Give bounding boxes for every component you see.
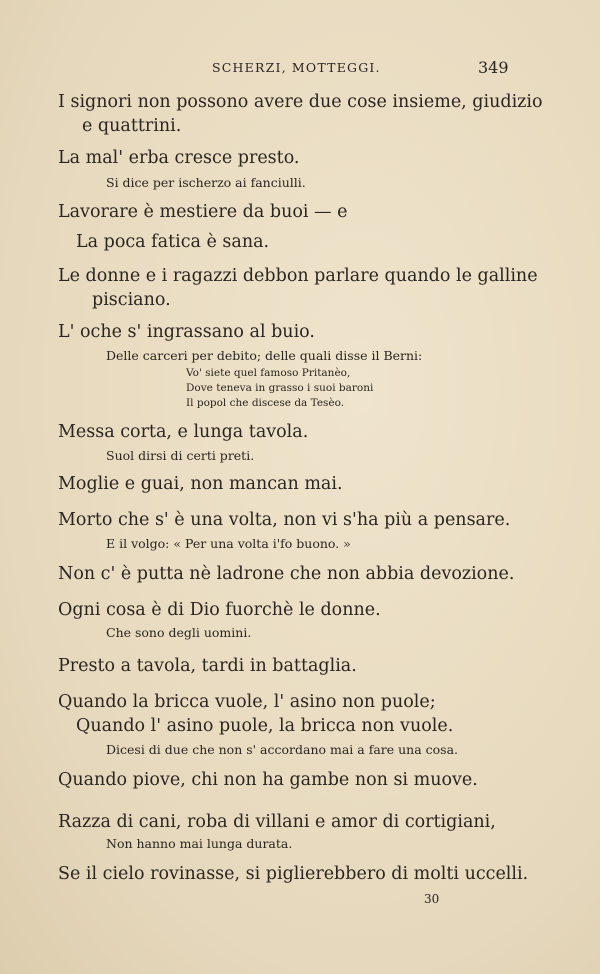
proverb-line: Messa corta, e lunga tavola. [58, 422, 309, 442]
proverb-line: Quando la bricca vuole, l' asino non puole; [58, 692, 436, 712]
page-number: 349 [478, 58, 509, 77]
proverb-line: Non c' è putta nè ladrone che non abbia devozione. [58, 564, 515, 584]
proverb-line: Se il cielo rovinasse, si piglierebbero di molti uccelli. [58, 864, 529, 884]
proverb-note: Non hanno mai lunga durata. [106, 836, 293, 851]
verse-line: Vo' siete quel famoso Pritanèo, [186, 367, 351, 379]
proverb-note: Suol dirsi di certi preti. [106, 448, 255, 463]
proverb-line: La mal' erba cresce presto. [58, 148, 300, 168]
proverb-line: pisciano. [92, 290, 171, 310]
proverb-note: Delle carceri per debito; delle quali disse il Berni: [106, 348, 423, 363]
proverb-line: e quattrini. [82, 116, 182, 136]
running-head: SCHERZI, MOTTEGGI. [212, 60, 381, 75]
proverb-note: Si dice per ischerzo ai fanciulli. [106, 175, 306, 190]
proverb-line: Presto a tavola, tardi in battaglia. [58, 656, 357, 676]
signature-mark: 30 [424, 892, 440, 906]
verse-line: Il popol che discese da Tesèo. [186, 397, 345, 409]
proverb-line: I signori non possono avere due cose insieme, giudizio [58, 92, 543, 112]
verse-line: Dove teneva in grasso i suoi baroni [186, 382, 374, 394]
proverb-line: Lavorare è mestiere da buoi — e [58, 202, 348, 222]
proverb-line: Razza di cani, roba di villani e amor di cortigiani, [58, 812, 496, 832]
page-header [0, 58, 600, 80]
proverb-line: Quando piove, chi non ha gambe non si muove. [58, 770, 478, 790]
proverb-line: Morto che s' è una volta, non vi s'ha più a pensare. [58, 510, 511, 530]
proverb-line: L' oche s' ingrassano al buio. [58, 322, 315, 342]
proverb-line: Le donne e i ragazzi debbon parlare quando le galline [58, 266, 538, 286]
proverb-note: Dicesi di due che non s' accordano mai a fare una cosa. [106, 742, 459, 757]
proverb-note: Che sono degli uomini. [106, 625, 252, 640]
proverb-line: Moglie e guai, non mancan mai. [58, 474, 343, 494]
proverb-line: Quando l' asino puole, la bricca non vuole. [76, 716, 454, 736]
proverb-line: La poca fatica è sana. [76, 232, 270, 252]
proverb-line: Ogni cosa è di Dio fuorchè le donne. [58, 600, 381, 620]
proverb-note: E il volgo: « Per una volta i'fo buono. » [106, 536, 351, 551]
